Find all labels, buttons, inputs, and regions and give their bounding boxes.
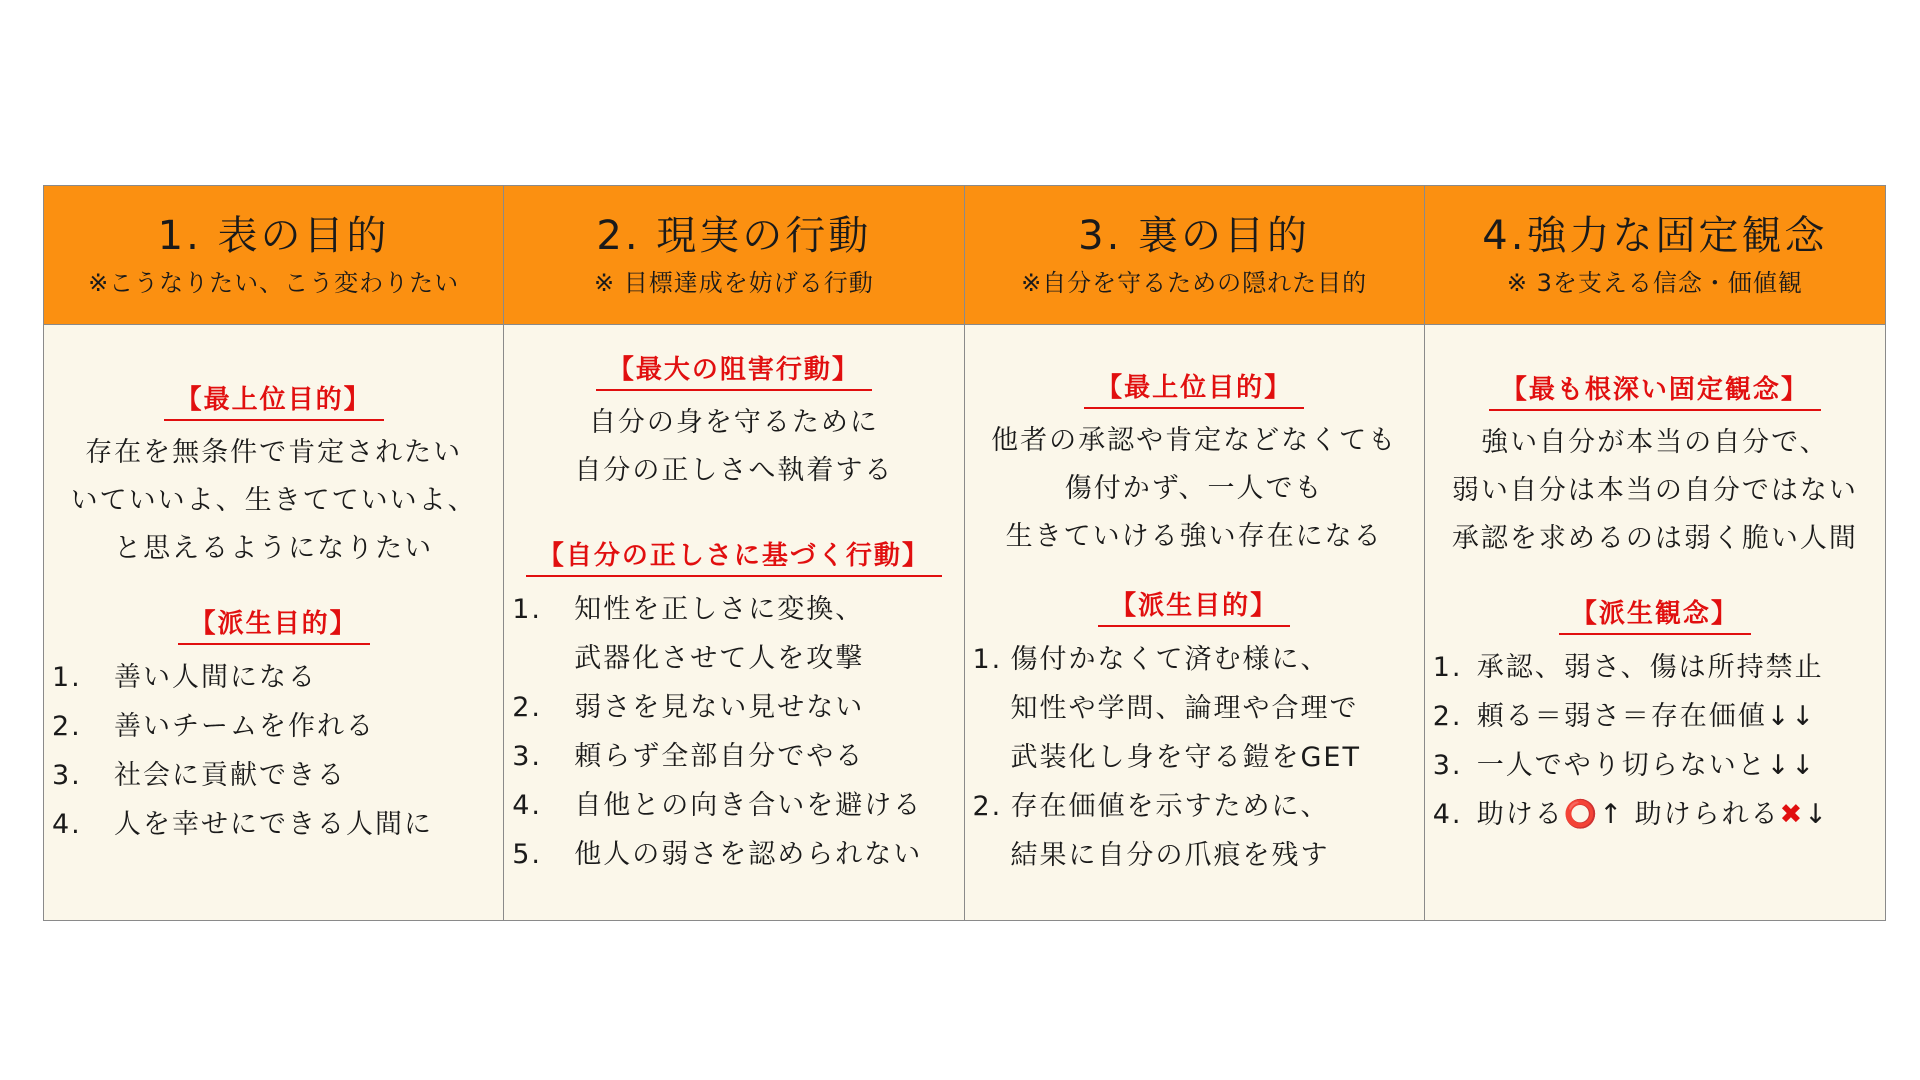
- list-text-line: 知性を正しさに変換、: [574, 594, 865, 625]
- red-circle-icon: ⭕: [1563, 799, 1600, 830]
- section-heading: 【最も根深い固定観念】: [1489, 369, 1821, 411]
- column-2-body: [504, 325, 963, 920]
- list-text: [1011, 782, 1330, 880]
- section-heading: 【自分の正しさに基づく行動】: [526, 535, 942, 577]
- list-text: 一人でやり切らないと↓↓: [1476, 750, 1816, 781]
- numbered-list: [1429, 643, 1881, 839]
- column-1-header: [44, 186, 503, 325]
- list-item: [512, 683, 959, 732]
- section-heading: 【最上位目的】: [1084, 367, 1304, 409]
- paragraph-line: 弱い自分は本当の自分ではない: [1451, 475, 1858, 506]
- list-item: [52, 653, 499, 702]
- list-text-part: ↓: [1804, 799, 1829, 830]
- list-item: [1433, 643, 1881, 692]
- column-3: [965, 186, 1425, 920]
- list-text-line: 傷付かなくて済む様に、: [1010, 644, 1330, 675]
- list-number: 1.: [972, 644, 1003, 675]
- numbered-list: [48, 653, 499, 849]
- list-text-line: 存在価値を示すために、: [1010, 791, 1330, 822]
- column-2-header: [504, 186, 963, 325]
- section-heading: 【派生目的】: [178, 603, 370, 645]
- list-number: 2.: [52, 711, 82, 742]
- list-text: 人を幸せにできる人間に: [114, 809, 433, 840]
- list-text: 善いチームを作れる: [114, 711, 375, 742]
- paragraph-line: いていいよ、生きてていいよ、: [70, 485, 477, 516]
- list-text: [1477, 790, 1829, 839]
- list-text: 自他との向き合いを避ける: [574, 790, 923, 821]
- column-3-header: [965, 186, 1424, 325]
- list-text: 善い人間になる: [114, 662, 317, 693]
- column-2-title: 2. 現実の行動: [596, 212, 872, 259]
- list-number: 2.: [1432, 701, 1463, 732]
- column-4-title: 4.強力な固定観念: [1482, 212, 1828, 259]
- list-item: [52, 702, 499, 751]
- list-item: [512, 830, 959, 879]
- paragraph-line: 他者の承認や肯定などなくても: [991, 425, 1398, 456]
- paragraph-line: 存在を無条件で肯定されたい: [85, 437, 463, 468]
- list-number: 2.: [972, 791, 1003, 822]
- list-text: [1011, 635, 1361, 782]
- list-text: [574, 585, 864, 683]
- list-item: [973, 635, 1420, 782]
- paragraph: [991, 417, 1397, 561]
- list-number: 3.: [1432, 750, 1463, 781]
- list-item: [1433, 790, 1881, 839]
- list-item: [512, 585, 959, 683]
- paragraph-line: 承認を求めるのは弱く脆い人間: [1451, 523, 1858, 554]
- list-text-line: 結果に自分の爪痕を残す: [1010, 840, 1330, 871]
- column-1-body: [44, 325, 503, 920]
- list-text-part: 助ける: [1476, 799, 1564, 830]
- paragraph-line: と思えるようになりたい: [114, 533, 434, 564]
- paragraph: [574, 399, 893, 495]
- column-1-subtitle: ※こうなりたい、こう変わりたい: [88, 268, 460, 297]
- paragraph: [1452, 419, 1858, 563]
- list-text: 頼る＝弱さ＝存在価値↓↓: [1476, 701, 1816, 732]
- list-number: 1.: [52, 662, 82, 693]
- column-4-body: [1425, 325, 1885, 920]
- column-3-title: 3. 裏の目的: [1078, 212, 1311, 259]
- paragraph-line: 自分の身を守るために: [588, 407, 879, 438]
- list-number: 4.: [1432, 799, 1463, 830]
- list-text-line: 武器化させて人を攻撃: [574, 643, 865, 674]
- list-number: 2.: [512, 692, 543, 723]
- list-text: 頼らず全部自分でやる: [574, 741, 865, 772]
- list-text: 他人の弱さを認められない: [574, 839, 923, 870]
- list-item: [52, 800, 499, 849]
- numbered-list: [508, 585, 959, 879]
- paragraph-line: 自分の正しさへ執着する: [574, 455, 894, 486]
- paragraph-line: 傷付かず、一人でも: [1064, 473, 1324, 504]
- list-text-line: 知性や学問、論理や合理で: [1010, 693, 1359, 724]
- column-4-header: [1425, 186, 1885, 325]
- section-heading: 【最大の阻害行動】: [596, 349, 872, 391]
- list-item: [52, 751, 499, 800]
- list-number: 1.: [1432, 652, 1463, 683]
- section-heading: 【最上位目的】: [164, 379, 384, 421]
- column-1: [44, 186, 504, 920]
- section-heading: 【派生観念】: [1559, 593, 1751, 635]
- list-number: 1.: [512, 594, 543, 625]
- numbered-list: [969, 635, 1420, 880]
- list-number: 3.: [512, 741, 543, 772]
- list-item: [973, 782, 1420, 880]
- list-text-line: 武装化し身を守る鎧をGET: [1010, 742, 1361, 773]
- belief-table: [43, 185, 1886, 921]
- list-item: [1433, 741, 1881, 790]
- column-2-subtitle: ※ 目標達成を妨げる行動: [594, 268, 874, 297]
- list-text: 承認、弱さ、傷は所持禁止: [1476, 652, 1824, 683]
- list-item: [1433, 692, 1881, 741]
- column-2: [504, 186, 964, 920]
- list-number: 4.: [512, 790, 543, 821]
- list-item: [512, 732, 959, 781]
- section-heading: 【派生目的】: [1098, 585, 1290, 627]
- paragraph-line: 強い自分が本当の自分で、: [1481, 427, 1829, 458]
- red-cross-icon: ✖: [1779, 799, 1805, 830]
- list-number: 5.: [512, 839, 543, 870]
- list-text-part: ↑ 助けられる: [1599, 799, 1780, 830]
- list-item: [512, 781, 959, 830]
- list-number: 3.: [52, 760, 82, 791]
- column-3-body: [965, 325, 1424, 920]
- column-4: [1425, 186, 1885, 920]
- list-text: 社会に貢献できる: [114, 760, 346, 791]
- column-3-subtitle: ※自分を守るための隠れた目的: [1021, 268, 1368, 297]
- list-text: 弱さを見ない見せない: [574, 692, 865, 723]
- paragraph: [71, 429, 477, 573]
- column-4-subtitle: ※ 3を支える信念・価値観: [1506, 268, 1803, 297]
- column-1-title: 1. 表の目的: [157, 212, 390, 259]
- list-number: 4.: [52, 809, 82, 840]
- paragraph-line: 生きていける強い存在になる: [1005, 521, 1383, 552]
